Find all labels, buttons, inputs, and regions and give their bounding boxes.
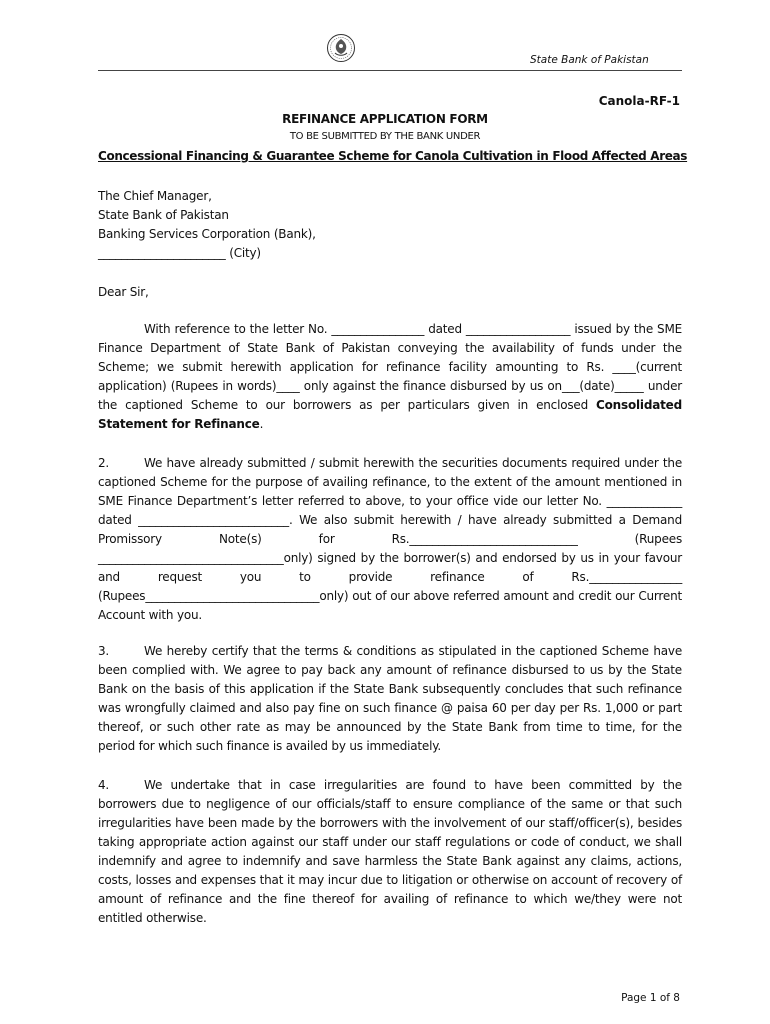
form-subtitle: TO BE SUBMITTED BY THE BANK UNDER <box>289 131 481 142</box>
state-bank-emblem-icon <box>326 33 356 63</box>
paragraph-1-text: With reference to the letter No. ________________ dated __________________ issued by the SME Finance Department of State Bank of Pakistan conveying the availability of funds under the Scheme; we submit herewith application for refinance facility amounting to Rs. ____(current application) (Rupees in words)____ only against the finance disbursed by us on___(date)_____ under the captioned Scheme to our borrowers as per particulars given in enclosed <box>98 322 682 412</box>
salutation: Dear Sir, <box>98 285 149 299</box>
consolidated-statement-label: Consolidated Statement for Refinance <box>98 398 682 431</box>
paragraph-4 <box>98 776 682 928</box>
paragraph-2-text: We have already submitted / submit herewith the securities documents required under the captioned Scheme for the purpose of availing refinance, to the extent of the amount mentioned in SME Finance Department’s letter referred to above, to your office vide our letter No. _____________ dated __________________________. We also submit herewith / have already submitted a Demand Promissory Note(s) for Rs._____________________________ (Rupees ________________________________only) signed by the borrower(s) and endorsed by us in your favour and request you to provide refinance of Rs.________________ (Rupees______________________________only) out of our above referred amount and credit our Current Account with you. <box>98 456 682 622</box>
scheme-title: Concessional Financing & Guarantee Scheme for Canola Cultivation in Flood Affected Areas <box>98 149 688 163</box>
paragraph-1-end: . <box>259 417 264 431</box>
address-line: The Chief Manager, <box>98 189 212 203</box>
paragraph-3-text: We hereby certify that the terms & conditions as stipulated in the captioned Scheme have been complied with. We agree to pay back any amount of refinance disbursed to us by the State Bank on the basis of this application if the State Bank subsequently concludes that such refinance was wrongfully claimed and also pay fine on such finance @ paisa 60 per day per Rs. 1,000 or part thereof, or such other rate as may be announced by the State Bank from time to time, for the period for which such finance is availed by us immediately. <box>98 644 682 753</box>
recipient-address <box>98 187 682 263</box>
paragraph-number: 3. <box>98 644 110 658</box>
address-city-line: ______________________ (City) <box>98 246 261 260</box>
header-organization: State Bank of Pakistan <box>530 54 649 66</box>
paragraph-2 <box>98 454 682 625</box>
paragraph-number: 2. <box>98 456 110 470</box>
address-line: Banking Services Corporation (Bank), <box>98 227 316 241</box>
paragraph-1 <box>98 320 682 434</box>
paragraph-3 <box>98 642 682 756</box>
page-number: Page 1 of 8 <box>621 992 680 1004</box>
form-title: REFINANCE APPLICATION FORM <box>282 112 488 126</box>
paragraph-4-text: We undertake that in case irregularities are found to have been committed by the borrowers due to negligence of our officials/staff to ensure compliance of the same or that such irregularities have been made by the borrowers with the involvement of our staff/officer(s), besides taking appropriate action against our staff under our staff regulations or code of conduct, we shall indemnify and agree to indemnify and save harmless the State Bank against any claims, actions, costs, losses and expenses that it may incur due to litigation or otherwise on account of recovery of amount of refinance and the fine thereof for availing of refinance to which we/they were not entitled otherwise. <box>98 778 682 925</box>
paragraph-number: 4. <box>98 778 110 792</box>
form-code: Canola-RF-1 <box>598 94 680 108</box>
header-divider <box>98 70 682 71</box>
address-line: State Bank of Pakistan <box>98 208 229 222</box>
